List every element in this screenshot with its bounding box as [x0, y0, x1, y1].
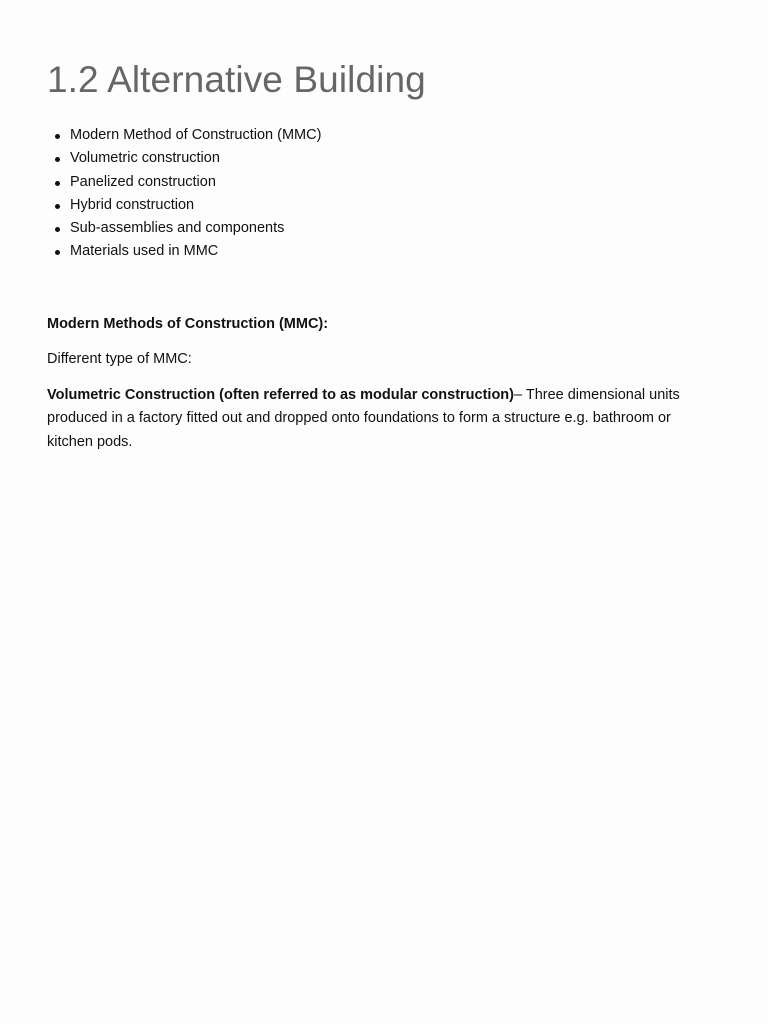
- intro-paragraph: Different type of MMC:: [47, 350, 192, 367]
- bullet-icon: [55, 157, 60, 162]
- bullet-icon: [55, 181, 60, 186]
- bullet-icon: [55, 250, 60, 255]
- list-item-text: Hybrid construction: [70, 196, 195, 213]
- list-item-text: Materials used in MMC: [70, 243, 219, 260]
- section-heading: Modern Methods of Construction (MMC):: [47, 315, 329, 332]
- list-item-text: Panelized construction: [70, 173, 216, 190]
- list-item: [47, 240, 708, 263]
- bullet-icon: [55, 227, 60, 232]
- topic-list: [47, 124, 708, 264]
- volumetric-term: Volumetric Construction (often referred to as modular construction): [47, 387, 514, 404]
- list-item: [47, 147, 708, 170]
- list-item-text: Modern Method of Construction (MMC): [70, 127, 322, 143]
- bullet-icon: [55, 134, 60, 139]
- list-item-text: Sub-assemblies and components: [70, 220, 285, 237]
- list-item: [47, 124, 708, 147]
- page-title: 1.2 Alternative Building: [47, 59, 426, 100]
- list-item: [47, 171, 708, 194]
- volumetric-paragraph: [47, 384, 708, 454]
- list-item: [47, 194, 708, 217]
- volumetric-definition: – Three dimensional units produced in a factory fitted out and dropped onto foundations to form a structure e.g. bathroom or kitchen pods.: [47, 387, 680, 450]
- bullet-icon: [55, 204, 60, 209]
- list-item: [47, 217, 708, 240]
- list-item-text: Volumetric construction: [70, 150, 220, 167]
